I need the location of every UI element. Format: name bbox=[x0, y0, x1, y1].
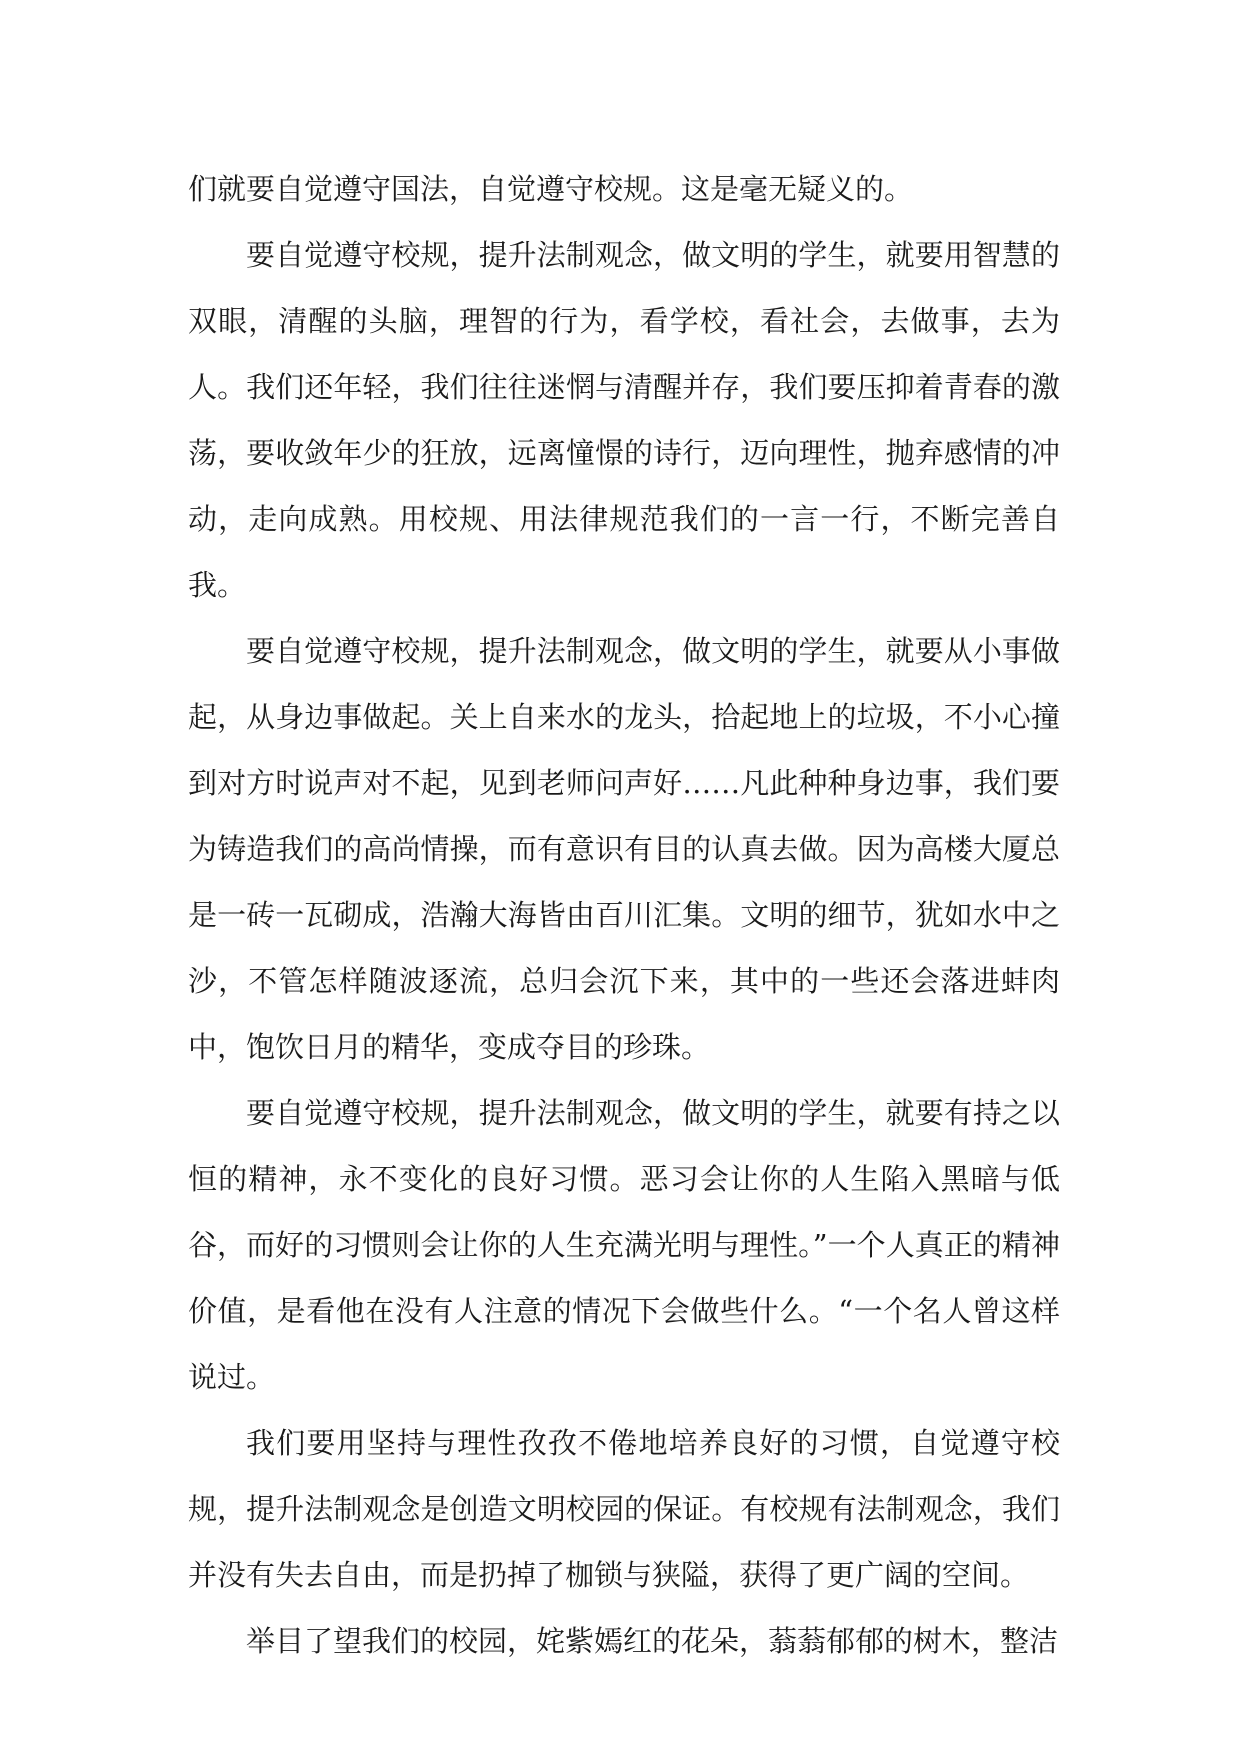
body-text bbox=[188, 156, 1060, 1674]
paragraph-6: 举目了望我们的校园，姹紫嫣红的花朵，蓊蓊郁郁的树木，整洁 bbox=[246, 1624, 1059, 1658]
paragraph-2: 要自觉遵守校规，提升法制观念，做文明的学生，就要用智慧的双眼，清醒的头脑，理智的行为，看学校，看社会，去做事，去为人。我们还年轻，我们往往迷惘与清醒并存，我们要压抑着青春的激荡，要收敛年少的狂放，远离憧憬的诗行，迈向理性，抛弃感情的冲动，走向成熟。用校规、用法律规范我们的一言一行，不断完善自我。 bbox=[188, 238, 1060, 602]
paragraph-4: 要自觉遵守校规，提升法制观念，做文明的学生，就要有持之以恒的精神，永不变化的良好习惯。恶习会让你的人生陷入黑暗与低谷，而好的习惯则会让你的人生充满光明与理性。”一个人真正的精神价值，是看他在没有人注意的情况下会做些什么。“一个名人曾这样说过。 bbox=[188, 1096, 1060, 1394]
paragraph-1: 们就要自觉遵守国法，自觉遵守校规。这是毫无疑义的。 bbox=[188, 172, 914, 206]
paragraph-3: 要自觉遵守校规，提升法制观念，做文明的学生，就要从小事做起，从身边事做起。关上自来水的龙头，拾起地上的垃圾，不小心撞到对方时说声对不起，见到老师问声好……凡此种种身边事，我们要为铸造我们的高尚情操，而有意识有目的认真去做。因为高楼大厦总是一砖一瓦砌成，浩瀚大海皆由百川汇集。文明的细节，犹如水中之沙，不管怎样随波逐流，总归会沉下来，其中的一些还会落进蚌肉中，饱饮日月的精华，变成夺目的珍珠。 bbox=[188, 634, 1060, 1064]
paragraph-5: 我们要用坚持与理性孜孜不倦地培养良好的习惯，自觉遵守校规，提升法制观念是创造文明校园的保证。有校规有法制观念，我们并没有失去自由，而是扔掉了枷锁与狭隘，获得了更广阔的空间。 bbox=[188, 1426, 1060, 1592]
